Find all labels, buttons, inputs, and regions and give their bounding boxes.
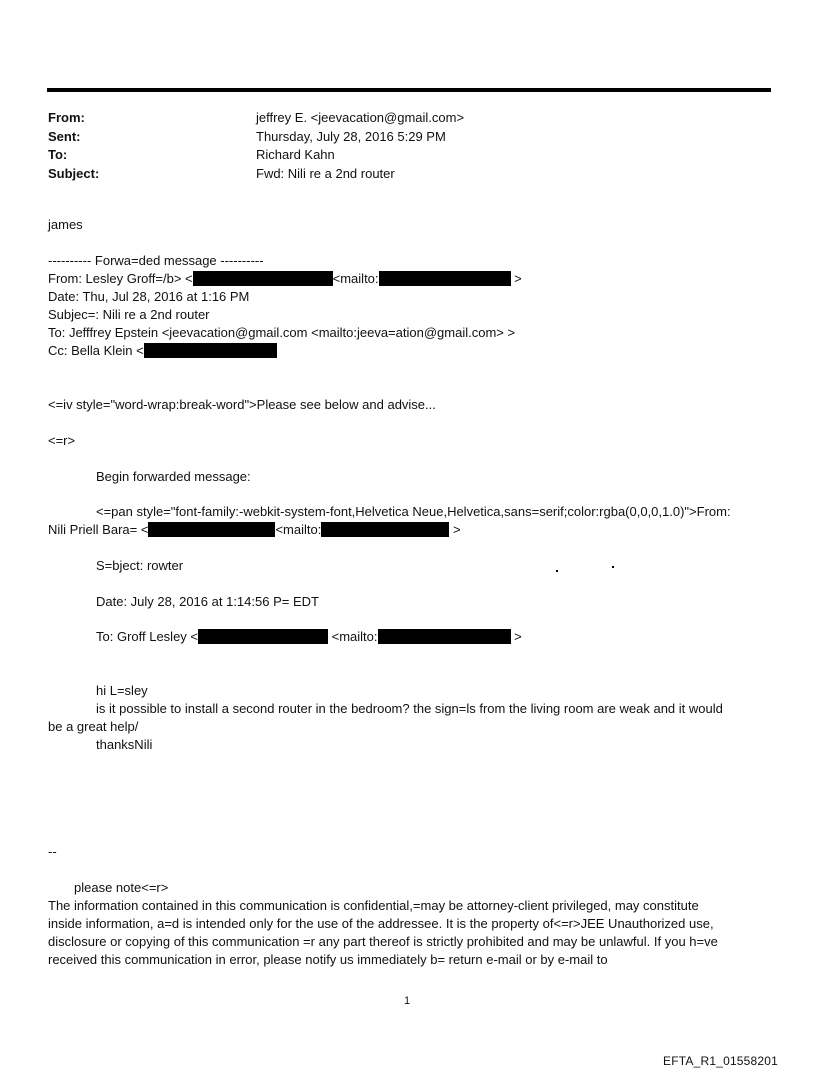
mailto-text: <mailto: — [275, 522, 322, 537]
div-line: <=iv style="word-wrap:break-word">Please see below and advise... — [48, 397, 436, 412]
sent-row — [48, 128, 464, 147]
span-line-1: <=pan style="font-family:-webkit-system-font,Helvetica Neue,Helvetica,sans=serif;color:rgba(0,0,0,1.0)">From: — [96, 504, 731, 519]
mailto-text: <mailto: — [332, 271, 379, 286]
redaction-block — [198, 629, 328, 644]
fwd-date: Date: Thu, Jul 28, 2016 at 1:16 PM — [48, 289, 250, 304]
email-header — [48, 109, 464, 183]
redaction-block — [378, 629, 511, 644]
signature-dash: -- — [48, 844, 57, 859]
subject-label: Subject: — [48, 165, 100, 181]
message-line-2: be a great help/ — [48, 719, 139, 734]
from-label: From: — [48, 110, 85, 125]
to-value: Richard Kahn — [256, 147, 335, 162]
from-value: jeffrey E. <jeevacation@gmail.com> — [256, 110, 465, 125]
hi-line: hi L=sley — [96, 683, 148, 698]
sent-value: Thursday, July 28, 2016 5:29 PM — [256, 128, 446, 144]
header-rule — [47, 88, 771, 92]
thanks-line: thanksNili — [96, 737, 153, 752]
from-row — [48, 109, 464, 128]
page-number: 1 — [404, 995, 411, 1007]
redaction-block — [148, 522, 275, 537]
subject-value: Fwd: Nili re a 2nd router — [256, 165, 395, 181]
sent-label: Sent: — [48, 128, 81, 144]
to-row — [48, 146, 464, 165]
br-line: <=r> — [48, 433, 76, 448]
speck-mark — [612, 566, 614, 568]
please-note: please note<=r> — [74, 880, 169, 895]
bates-number: EFTA_R1_01558201 — [663, 1054, 779, 1068]
redaction-block — [321, 522, 449, 537]
speck-mark — [556, 570, 558, 572]
mailto-text: <mailto: — [328, 629, 378, 644]
greeting: james — [48, 217, 83, 232]
redaction-block — [144, 343, 277, 358]
fwd-subject: Subjec=: Nili re a 2nd router — [48, 307, 210, 322]
redaction-block — [193, 271, 333, 286]
disclaimer-line-3: disclosure or copying of this communication =r any part thereof is strictly prohibited and may be unlawful. If you h=ve — [48, 934, 718, 949]
close-bracket: > — [449, 522, 461, 537]
disclaimer-line-1: The information contained in this communication is confidential,=may be attorney-client privileged, may constitute — [48, 898, 699, 913]
close-bracket: > — [510, 271, 522, 286]
span-line-2 — [48, 521, 461, 539]
to-line-2 — [96, 628, 522, 646]
forwarded-marker: ---------- Forwa=ded message ---------- — [48, 253, 264, 268]
fwd-cc-text: Cc: Bella Klein < — [48, 343, 144, 358]
date-line-2: Date: July 28, 2016 at 1:14:56 P= EDT — [96, 594, 319, 609]
close-bracket: > — [510, 629, 522, 644]
nili-from-text: Nili Priell Bara= < — [48, 522, 149, 537]
subject-row — [48, 165, 464, 184]
disclaimer-line-2: inside information, a=d is intended only for the use of the addressee. It is the property of<=r>JEE Unauthorized use, — [48, 916, 714, 931]
message-line-1: is it possible to install a second router in the bedroom? the sign=ls from the living room are weak and it would — [96, 701, 723, 716]
redaction-block — [379, 271, 511, 286]
fwd-to: To: Jefffrey Epstein <jeevacation@gmail.com <mailto:jeeva=ation@gmail.com> > — [48, 325, 516, 340]
disclaimer-line-4: received this communication in error, please notify us immediately b= return e-mail or by e-mail to — [48, 952, 608, 967]
to-groff-text: To: Groff Lesley < — [96, 629, 199, 644]
begin-forwarded: Begin forwarded message: — [96, 469, 251, 484]
fwd-cc-line — [48, 342, 277, 360]
fwd-from-text: From: Lesley Groff=/b> < — [48, 271, 193, 286]
fwd-from-line — [48, 270, 522, 288]
to-label: To: — [48, 147, 68, 162]
subject-rowter: S=bject: rowter — [96, 558, 184, 573]
